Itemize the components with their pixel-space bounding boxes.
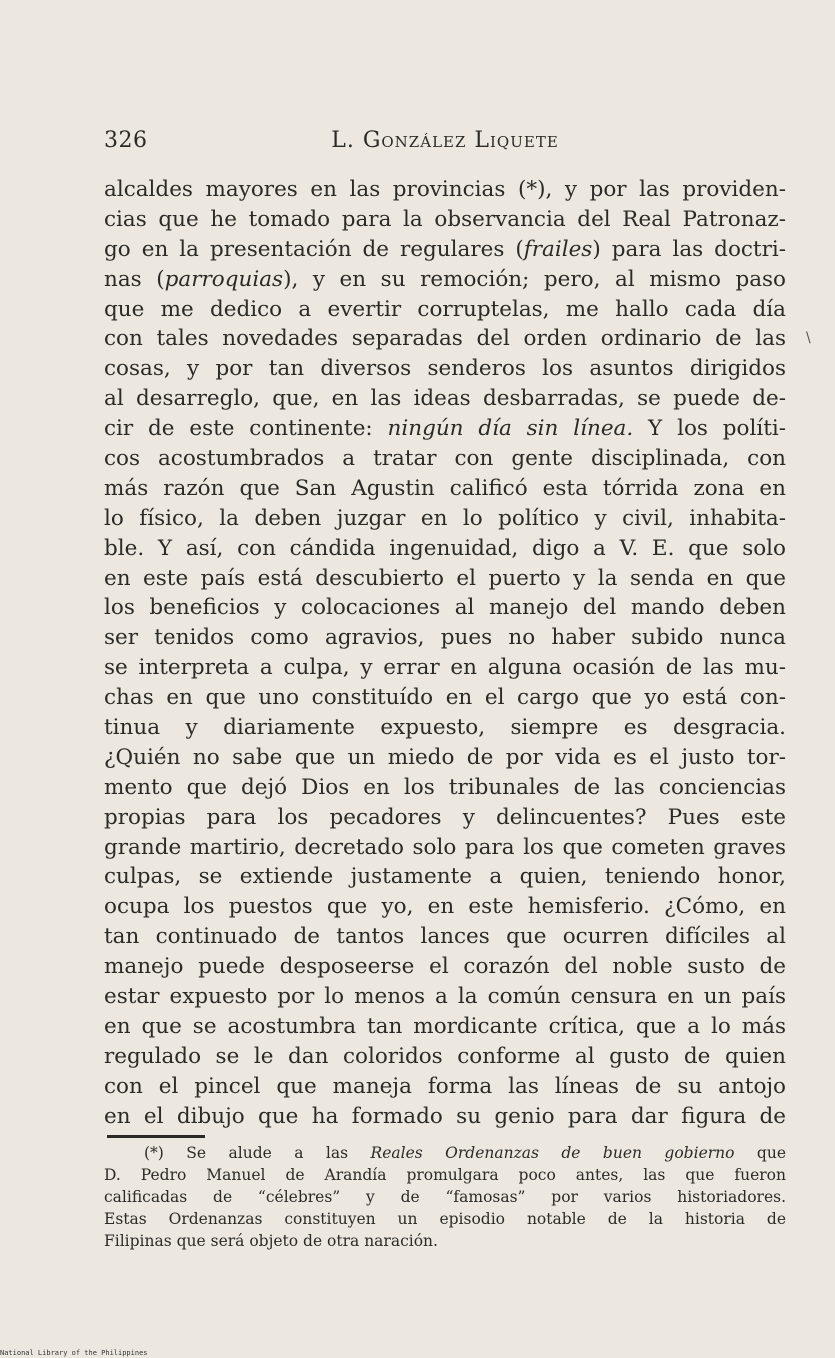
text-line: cir de este continente: ningún día sin línea. Y los políti- (104, 416, 786, 442)
page-number: 326 (104, 128, 148, 153)
text-line: en que se acostumbra tan mordicante crítica, que a lo más (104, 1013, 786, 1039)
text-line: en el dibujo que ha formado su genio para dar figura de (104, 1103, 786, 1129)
text-line: los beneficios y colocaciones al manejo del mando deben (104, 595, 786, 621)
text-line: tinua y diariamente expuesto, siempre es desgracia. (104, 715, 786, 741)
text-line: mento que dejó Dios en los tribunales de las conciencias (104, 774, 786, 800)
text-line: al desarreglo, que, en las ideas desbarradas, se puede de- (104, 386, 786, 412)
text-line: con el pincel que maneja forma las líneas de su antojo (104, 1073, 786, 1099)
text-line: tan continuado de tantos lances que ocurren difíciles al (104, 924, 786, 950)
text-line: propias para los pecadores y delincuentes? Pues este (104, 804, 786, 830)
text-line: culpas, se extiende justamente a quien, teniendo honor, (104, 864, 786, 890)
text-line: grande martirio, decretado solo para los que cometen graves (104, 834, 786, 860)
text-line: cosas, y por tan diversos senderos los asuntos dirigidos (104, 356, 786, 382)
text-line: nas (parroquias), y en su remoción; pero, al mismo paso (104, 266, 786, 292)
library-credit: National Library of the Philippines (0, 1349, 148, 1357)
footnote-line: calificadas de “célebres” y de “famosas” por varios historiadores. (104, 1188, 786, 1206)
running-head: L. González Liquete (331, 128, 559, 153)
text-line: en este país está descubierto el puerto y la senda en que (104, 565, 786, 591)
footnote-line: Filipinas que será objeto de otra naración. (104, 1232, 438, 1250)
text-line: estar expuesto por lo menos a la común censura en un país (104, 984, 786, 1010)
text-line: ocupa los puestos que yo, en este hemisferio. ¿Cómo, en (104, 894, 786, 920)
text-line: alcaldes mayores en las provincias (*), y por las providen- (104, 177, 786, 202)
text-line: ble. Y así, con cándida ingenuidad, digo a V. E. que solo (104, 535, 786, 561)
main-text (104, 175, 786, 1132)
text-line: go en la presentación de regulares (frailes) para las doctri- (104, 236, 786, 262)
text-line: con tales novedades separadas del orden ordinario de las (104, 326, 786, 352)
text-line: ser tenidos como agravios, pues no haber subido nunca (104, 625, 786, 651)
text-line: ¿Quién no sabe que un miedo de por vida es el justo tor- (104, 744, 786, 770)
text-line: que me dedico a evertir corruptelas, me hallo cada día (104, 296, 786, 322)
text-line: chas en que uno constituído en el cargo que yo está con- (104, 685, 786, 711)
text-line: manejo puede desposeerse el corazón del noble susto de (104, 954, 786, 980)
footnote-rule (107, 1135, 205, 1138)
text-line: más razón que San Agustin calificó esta tórrida zona en (104, 475, 786, 501)
footnote-line: D. Pedro Manuel de Arandía promulgara poco antes, las que fueron (104, 1166, 786, 1184)
margin-mark: \ (806, 330, 811, 346)
text-line: cias que he tomado para la observancia del Real Patronaz- (104, 206, 786, 232)
text-line: lo físico, la deben juzgar en lo político y civil, inhabita- (104, 505, 786, 531)
footnote (104, 1142, 786, 1252)
text-line: cos acostumbrados a tratar con gente disciplinada, con (104, 446, 786, 472)
footnote-line: Estas Ordenanzas constituyen un episodio notable de la historia de (104, 1210, 786, 1228)
page-header (104, 128, 786, 160)
text-line: regulado se le dan coloridos conforme al gusto de quien (104, 1043, 786, 1069)
footnote-line: (*) Se alude a las Reales Ordenanzas de buen gobierno que (144, 1144, 786, 1162)
text-line: se interpreta a culpa, y errar en alguna ocasión de las mu- (104, 655, 786, 681)
